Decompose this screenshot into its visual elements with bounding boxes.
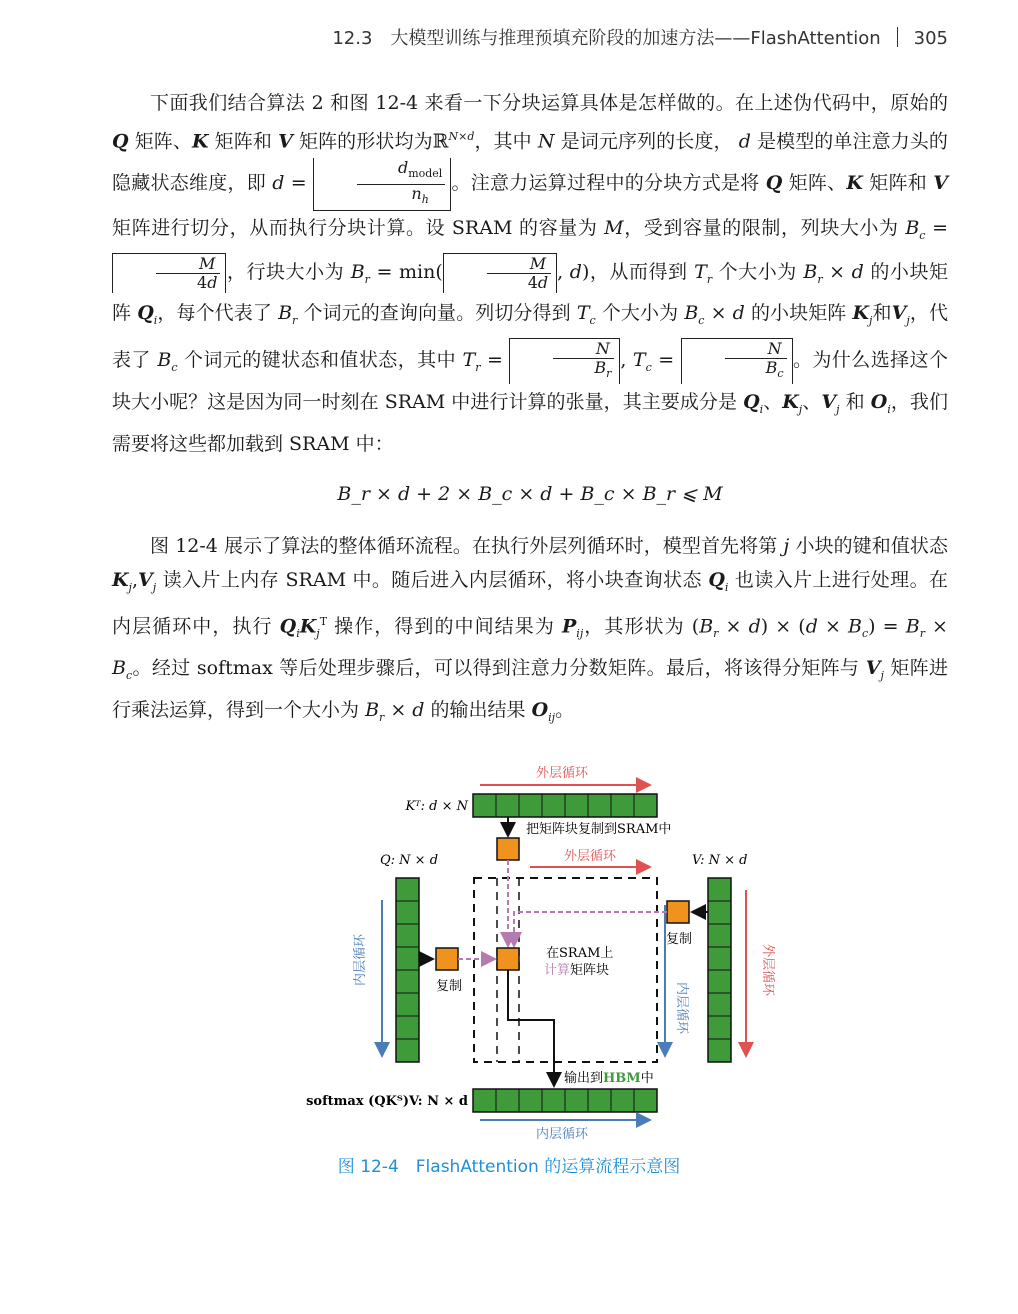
- output-hbm: HBM: [603, 1071, 641, 1086]
- v-matrix: [708, 878, 731, 1062]
- v-to-compute-flow: [514, 912, 667, 946]
- v-label: V: N × d: [692, 853, 748, 868]
- copy-to-sram-label: 把矩阵块复制到SRAM中: [526, 822, 672, 837]
- q-matrix: [396, 878, 419, 1062]
- k-block: [497, 838, 519, 860]
- sram-calc-word: 计算: [544, 963, 571, 978]
- paragraph-2: 图 12-4 展示了算法的整体循环流程。在执行外层列循环时，模型首先将第 j 小块的键和值状态 $K_j,V_j$ 读入片上内存 SRAM 中。随后进入内层循环，将小块查询状态 $Q_i$ 也读入片上进行处理。在内层循环中，执行 $Q_iK_j^T$ 操作，得到的中间结果为 $P_{ij}$，其形状为 $(B_r \times d) \times (d \times B_c) = B_r \times B_c$。经过 softmax 等后处理步骤后，可以得到注意力分数矩阵。最后，将该得分矩阵与 $V_j$ 矩阵进行乘法运算，得到一个大小为 $B_r \times d$ 的输出结果 $O_{ij}$。: [112, 534, 948, 724]
- sram-label-line2: [544, 962, 609, 978]
- kt-matrix: [473, 794, 657, 817]
- inner-loop-label-left: 内层循环: [353, 933, 368, 987]
- flow-diagram: [300, 760, 800, 1160]
- output-prefix: 输出到: [564, 1071, 604, 1086]
- running-header: [0, 24, 948, 50]
- outer-loop-label-inner: 外层循环: [563, 849, 617, 864]
- block-equation: [112, 477, 948, 511]
- output-label-left: softmax (QKᵀ)V: N × d: [306, 1094, 468, 1109]
- output-matrix: [473, 1089, 657, 1112]
- header-divider: [897, 27, 898, 47]
- header-section-title: 12.3 大模型训练与推理预填充阶段的加速方法——FlashAttention: [332, 28, 881, 49]
- figure-caption: 图 12-4 FlashAttention 的运算流程示意图: [337, 1157, 681, 1177]
- outer-loop-label-right: 外层循环: [760, 943, 775, 997]
- body-text: [112, 86, 948, 734]
- inner-loop-label-bottom: 内层循环: [535, 1127, 589, 1142]
- output-suffix: 中: [640, 1071, 654, 1086]
- kt-label: Kᵀ: d × N: [405, 799, 468, 814]
- output-flow-arrow: [508, 970, 554, 1086]
- paragraph-1: 下面我们结合算法 2 和图 12-4 来看一下分块运算具体是怎样做的。在上述伪代码中，原始的 Q 矩阵、K 矩阵和 V 矩阵的形状均为ℝ$^{N\times d}$，其中 N 是词元序列的长度， d 是模型的单注意力头的隐藏状态维度，即 d = $\frac{d_{model}}{n_h}$ 。注意力运算过程中的分块方式是将 Q 矩阵、K 矩阵和 V 矩阵进行切分，从而执行分块计算。设 SRAM 的容量为 M，受到容量的限制，列块大小为 $B_c$ = $\frac{M}{4d}$ ，行块大小为 $B_r = \min$( $\frac{M}{4d}$ , d)，从而得到 $T_r$ 个大小为 $B_r \times d$ 的小块矩阵 $Q_i$，每个代表了 $B_r$ 个词元的查询向量。列切分得到 $T_c$ 个大小为 $B_c \times d$ 的小块矩阵 $K_j$和$V_j$，代表了 $B_c$ 个词元的键状态和值状态，其中 $T_r$ = $\frac{N}{B_r}$ , $T_c$ = $\frac{N}{B_c}$ 。为什么选择这个块大小呢？这是因为同一时刻在 SRAM 中进行计算的张量，其主要成分是 $Q_i$、$K_j$、$V_j$ 和 $O_i$，我们需要将这些都加载到 SRAM 中：: [112, 92, 949, 455]
- compute-block: [497, 948, 519, 970]
- q-label: Q: N × d: [380, 853, 439, 868]
- equation-text: B_r × d + 2 × B_c × d + B_c × B_r ⩽ M: [337, 482, 723, 505]
- sram-label-line1: 在SRAM上: [546, 946, 614, 961]
- sram-block-word: 矩阵块: [570, 963, 610, 978]
- v-copy-label: 复制: [666, 932, 693, 947]
- v-block: [667, 901, 689, 923]
- outer-loop-label-top: 外层循环: [535, 766, 589, 781]
- q-copy-label: 复制: [436, 979, 463, 994]
- inner-loop-label-right: 内层循环: [674, 981, 689, 1035]
- page-number: 305: [913, 28, 948, 49]
- output-label: [564, 1070, 654, 1086]
- flashattention-figure: [300, 760, 800, 1160]
- q-block: [436, 948, 458, 970]
